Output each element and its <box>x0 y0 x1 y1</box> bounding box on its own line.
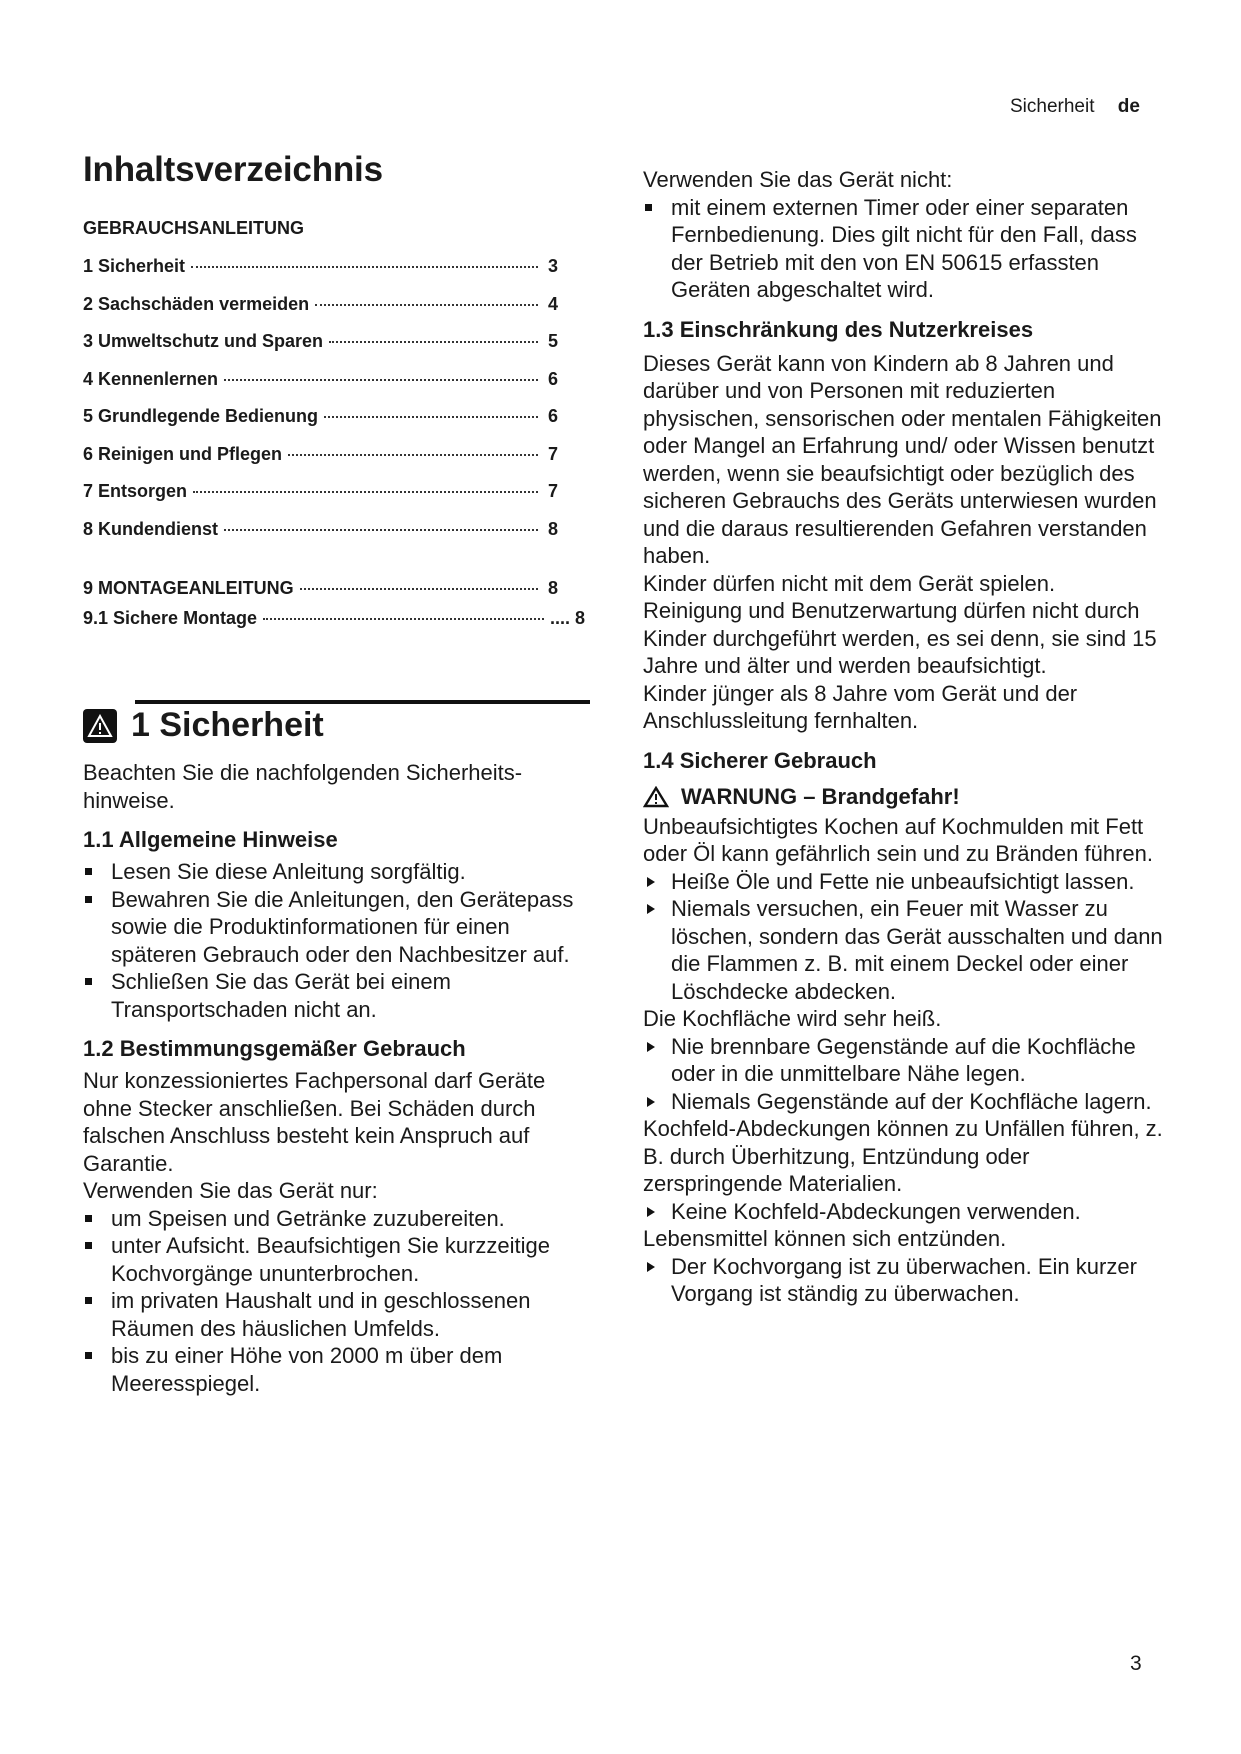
list-item: um Speisen und Getränke zuzubereiten. <box>83 1205 588 1233</box>
list-item: Bewahren Sie die Anleitungen, den Gerätepass sowie die Produktinformationen für einen späteren Gebrauch oder den Nachbesitzer auf. <box>83 886 588 969</box>
list-item <box>643 1088 1168 1116</box>
toc-entry-label: 4 Kennenlernen <box>83 368 219 389</box>
warning-text: WARNUNG – Brandgefahr! <box>681 783 960 809</box>
toc-list <box>83 256 588 638</box>
toc-entry[interactable] <box>83 331 558 369</box>
list-covers <box>643 1198 1168 1226</box>
toc-entry[interactable] <box>83 481 558 519</box>
toc-entry[interactable] <box>83 256 558 294</box>
list-item: unter Aufsicht. Beaufsichtigen Sie kurzzeitige Kochvorgänge ununterbrochen. <box>83 1232 588 1287</box>
toc-entry-label: 1 Sicherheit <box>83 256 186 276</box>
toc-entry-page: 6 <box>547 368 558 389</box>
toc-entry-page: 3 <box>547 256 558 276</box>
header-language: de <box>1117 96 1140 117</box>
toc-leader <box>324 416 538 418</box>
toc-leader <box>224 379 538 381</box>
paragraph-food-ignite: Lebensmittel können sich entzünden. <box>643 1226 1007 1251</box>
paragraph-children-away: Kinder jünger als 8 Jahre vom Gerät und der Anschlussleitung fernhalten. <box>643 680 1078 733</box>
toc-leader <box>224 529 538 531</box>
fire-warning <box>643 783 1168 811</box>
heading-intended-use: 1.2 Bestimmungsgemäßer Gebrauch <box>83 1036 466 1061</box>
page-number: 3 <box>1130 1652 1142 1675</box>
toc-entry[interactable] <box>83 406 558 444</box>
list-item <box>643 1253 1168 1308</box>
warning-triangle-icon <box>643 786 669 808</box>
list-fire-actions <box>643 868 1168 1006</box>
toc-entry-page: 7 <box>547 443 558 464</box>
toc-leader <box>329 341 538 343</box>
list-item: bis zu einer Höhe von 2000 m über dem Meeresspiegel. <box>83 1342 588 1397</box>
toc-entry[interactable] <box>83 294 558 332</box>
toc-entry-label: 2 Sachschäden vermeiden <box>83 293 310 314</box>
paragraph-installation: Nur konzessioniertes Fachpersonal darf Geräte ohne Stecker anschließen. Bei Schäden durch falschen Anschluss besteht kein Anspruch auf Garantie. <box>83 1068 546 1176</box>
warning-triangle-icon <box>83 709 117 743</box>
list-item <box>643 895 1168 1005</box>
chapter-safety <box>83 700 588 1397</box>
list-item: Schließen Sie das Gerät bei einem Transportschaden nicht an. <box>83 968 588 1023</box>
arrow-right-icon <box>647 1207 655 1217</box>
list-item: im privaten Haushalt und in geschlossenen Räumen des häuslichen Umfelds. <box>83 1287 588 1342</box>
toc-entry-page: 6 <box>547 406 558 426</box>
toc-entry-page: 8 <box>547 578 558 598</box>
arrow-right-icon <box>647 1097 655 1107</box>
list-general-notes <box>83 858 588 1023</box>
heading-user-restriction: 1.3 Einschränkung des Nutzerkreises <box>643 316 1034 342</box>
paragraph-children-play: Kinder dürfen nicht mit dem Gerät spielen. <box>643 570 1056 596</box>
list-item <box>643 1198 1168 1226</box>
toc-title: Inhaltsverzeichnis <box>83 150 383 189</box>
heading-general-notes: 1.1 Allgemeine Hinweise <box>83 827 338 852</box>
toc-entry-label: 9 MONTAGEANLEITUNG <box>83 578 294 598</box>
list-use-only <box>83 1205 588 1398</box>
list-item-text: Der Kochvorgang ist zu überwachen. Ein kurzer Vorgang ist ständig zu überwachen. <box>671 1253 1137 1306</box>
list-item-text: Niemals versuchen, ein Feuer mit Wasser zu löschen, sondern das Gerät ausschalten und dann die Flammen z. B. mit einem Deckel oder einer Löschdecke abdecken. <box>671 896 1163 1004</box>
paragraph-covers: Kochfeld-Abdeckungen können zu Unfällen führen, z. B. durch Überhitzung, Entzündung oder zerspringende Materialien. <box>643 1116 1163 1196</box>
right-column <box>643 166 1168 1308</box>
toc-entry-label: 3 Umweltschutz und Sparen <box>83 331 324 351</box>
paragraph-fat-oil: Unbeaufsichtigtes Kochen auf Kochmulden mit Fett oder Öl kann gefährlich sein und zu Bränden führen. <box>643 813 1153 866</box>
arrow-right-icon <box>647 1042 655 1052</box>
header-section: Sicherheit <box>1010 96 1095 117</box>
list-not-use <box>643 194 1168 304</box>
paragraph-hot-surface: Die Kochfläche wird sehr heiß. <box>643 1006 942 1031</box>
toc-entry-page: 7 <box>547 481 558 501</box>
toc-entry-label: 7 Entsorgen <box>83 481 188 501</box>
toc-leader <box>315 304 538 306</box>
toc-section-label: GEBRAUCHSANLEITUNG <box>83 218 305 238</box>
toc-leader <box>263 618 544 620</box>
heading-safe-use: 1.4 Sicherer Gebrauch <box>643 747 877 773</box>
toc-entry[interactable] <box>83 444 558 482</box>
toc-leader <box>191 266 538 268</box>
toc-entry-page: 8 <box>547 518 558 539</box>
chapter-heading <box>83 700 588 745</box>
list-monitor <box>643 1253 1168 1308</box>
arrow-right-icon <box>647 1262 655 1272</box>
toc-leader <box>193 491 538 493</box>
toc-entry-label: 8 Kundendienst <box>83 518 219 539</box>
chapter-title: 1 Sicherheit <box>131 706 324 744</box>
arrow-right-icon <box>647 877 655 887</box>
paragraph-children-persons: Dieses Gerät kann von Kindern ab 8 Jahren und darüber und von Personen mit reduzierten physischen, sensorischen oder mentalen Fähigkeiten oder Mangel an Erfahrung und/ oder Wissen benutzt werden, wenn sie beaufsichtigt oder bezüglich des sicheren Gebrauchs des Geräts unterwiesen wurden und die daraus resultierenden Gefahren verstanden haben. <box>643 350 1162 568</box>
left-column <box>83 150 588 1397</box>
list-item: Lesen Sie diese Anleitung sorgfältig. <box>83 858 588 886</box>
list-item-text: Niemals Gegenstände auf der Kochfläche lagern. <box>671 1088 1152 1114</box>
toc-entry-montage-safe[interactable] <box>83 608 585 638</box>
toc-leader <box>288 454 538 456</box>
toc-entry-label: 5 Grundlegende Bedienung <box>83 406 319 426</box>
toc-entry-label: 6 Reinigen und Pflegen <box>83 443 283 464</box>
list-item: mit einem externen Timer oder einer separaten Fernbedienung. Dies gilt nicht für den Fall, dass der Betrieb mit den von EN 50615 erfassten Geräten abgeschaltet wird. <box>643 194 1168 304</box>
page-header <box>1010 96 1140 118</box>
list-item <box>643 1033 1168 1088</box>
list-item-text: Nie brennbare Gegenstände auf die Kochfläche oder in die unmittelbare Nähe legen. <box>671 1033 1136 1086</box>
toc-entry-label: 9.1 Sichere Montage <box>83 608 258 628</box>
toc-entry-page: 4 <box>547 293 558 314</box>
toc-leader <box>300 588 538 590</box>
toc-entry[interactable] <box>83 519 558 557</box>
paragraph-not-use: Verwenden Sie das Gerät nicht: <box>643 167 953 192</box>
toc-gap <box>83 556 588 578</box>
chapter-intro: Beachten Sie die nachfolgenden Sicherheits- hinweise. <box>83 760 523 813</box>
toc-entry-page: .... 8 <box>549 608 585 628</box>
paragraph-cleaning: Reinigung und Benutzerwartung dürfen nicht durch Kinder durchgeführt werden, es sei denn, sie sind 15 Jahre und älter und werden beaufsichtigt. <box>643 598 1157 678</box>
chapter-rule <box>135 700 590 704</box>
toc-entry-page: 5 <box>547 331 558 351</box>
toc-entry[interactable] <box>83 369 558 407</box>
list-hot-surface <box>643 1033 1168 1116</box>
arrow-right-icon <box>647 904 655 914</box>
list-item-text: Heiße Öle und Fette nie unbeaufsichtigt lassen. <box>671 868 1135 894</box>
paragraph-use-only: Verwenden Sie das Gerät nur: <box>83 1178 378 1203</box>
toc-entry-montage[interactable] <box>83 578 558 608</box>
list-item-text: Keine Kochfeld-Abdeckungen verwenden. <box>671 1198 1081 1224</box>
list-item <box>643 868 1168 896</box>
